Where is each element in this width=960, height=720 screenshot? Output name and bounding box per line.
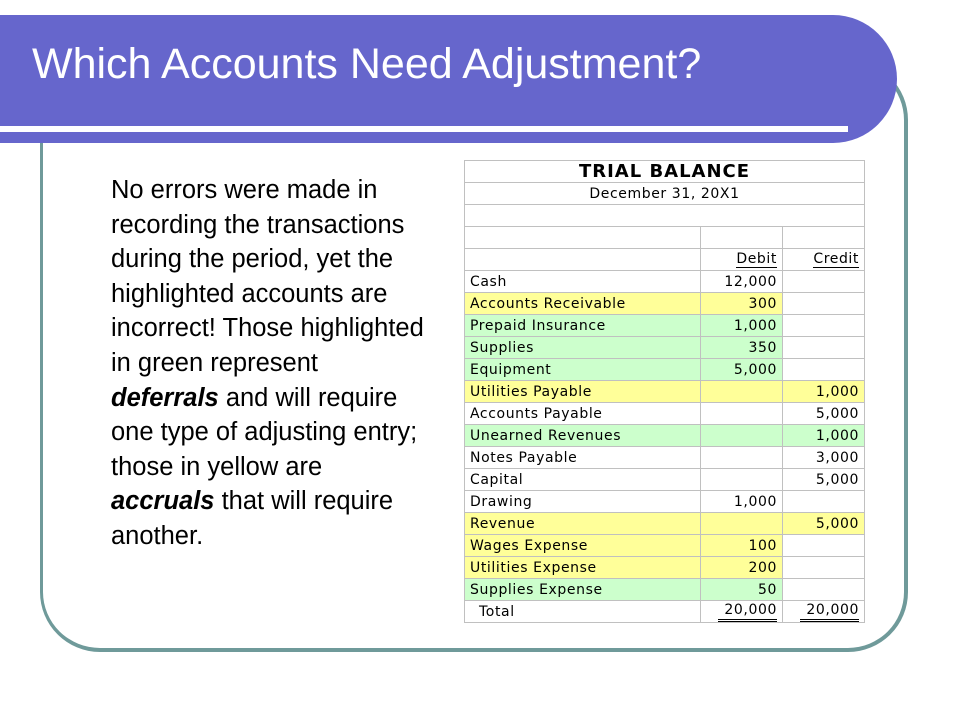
table-blank-row bbox=[465, 227, 865, 249]
credit-amount bbox=[783, 315, 865, 337]
credit-amount bbox=[783, 271, 865, 293]
account-row bbox=[465, 293, 865, 315]
credit-amount bbox=[783, 579, 865, 601]
account-row bbox=[465, 513, 865, 535]
debit-amount bbox=[701, 447, 783, 469]
debit-amount: 1,000 bbox=[701, 315, 783, 337]
account-row bbox=[465, 557, 865, 579]
account-row bbox=[465, 403, 865, 425]
total-label: Total bbox=[465, 601, 701, 623]
account-row bbox=[465, 381, 865, 403]
debit-amount: 350 bbox=[701, 337, 783, 359]
account-row bbox=[465, 447, 865, 469]
debit-amount: 50 bbox=[701, 579, 783, 601]
account-row bbox=[465, 425, 865, 447]
total-credit: 20,000 bbox=[783, 601, 865, 623]
credit-amount: 5,000 bbox=[783, 403, 865, 425]
account-name: Prepaid Insurance bbox=[465, 315, 701, 337]
body-text-part2: and will require one type of adjusting entry; those in yellow are bbox=[111, 383, 418, 481]
body-paragraph bbox=[111, 173, 431, 554]
account-name: Wages Expense bbox=[465, 535, 701, 557]
table-title-row bbox=[465, 161, 865, 183]
credit-amount bbox=[783, 535, 865, 557]
account-name: Accounts Payable bbox=[465, 403, 701, 425]
debit-amount: 5,000 bbox=[701, 359, 783, 381]
deferrals-term: deferrals bbox=[111, 383, 219, 412]
debit-amount bbox=[701, 403, 783, 425]
account-row bbox=[465, 359, 865, 381]
debit-amount: 200 bbox=[701, 557, 783, 579]
page-title: Which Accounts Need Adjustment? bbox=[32, 40, 702, 88]
debit-amount: 1,000 bbox=[701, 491, 783, 513]
body-text-part3: that will require another. bbox=[111, 487, 394, 550]
credit-amount bbox=[783, 359, 865, 381]
credit-amount bbox=[783, 293, 865, 315]
total-debit: 20,000 bbox=[701, 601, 783, 623]
credit-amount bbox=[783, 557, 865, 579]
body-text-part1: No errors were made in recording the transactions during the period, yet the highlighted accounts are incorrect! Those highlighted in green represent bbox=[111, 176, 424, 377]
account-row bbox=[465, 315, 865, 337]
account-row bbox=[465, 579, 865, 601]
debit-amount: 100 bbox=[701, 535, 783, 557]
account-name: Capital bbox=[465, 469, 701, 491]
account-row bbox=[465, 337, 865, 359]
credit-amount: 3,000 bbox=[783, 447, 865, 469]
table-blank-row bbox=[465, 205, 865, 227]
accruals-term: accruals bbox=[111, 487, 215, 516]
account-row bbox=[465, 491, 865, 513]
account-name: Cash bbox=[465, 271, 701, 293]
account-name: Equipment bbox=[465, 359, 701, 381]
debit-amount bbox=[701, 513, 783, 535]
debit-amount bbox=[701, 469, 783, 491]
credit-amount bbox=[783, 491, 865, 513]
table-header-row bbox=[465, 249, 865, 271]
account-name: Utilities Payable bbox=[465, 381, 701, 403]
table-date: December 31, 20X1 bbox=[465, 183, 865, 205]
total-row bbox=[465, 601, 865, 623]
account-name: Drawing bbox=[465, 491, 701, 513]
credit-amount: 1,000 bbox=[783, 425, 865, 447]
title-underline bbox=[0, 126, 848, 132]
credit-amount: 1,000 bbox=[783, 381, 865, 403]
credit-amount bbox=[783, 337, 865, 359]
credit-amount: 5,000 bbox=[783, 469, 865, 491]
table-title: TRIAL BALANCE bbox=[465, 161, 865, 183]
credit-header: Credit bbox=[783, 249, 865, 271]
trial-balance-table bbox=[464, 160, 865, 623]
debit-header: Debit bbox=[701, 249, 783, 271]
credit-amount: 5,000 bbox=[783, 513, 865, 535]
account-row bbox=[465, 469, 865, 491]
debit-amount bbox=[701, 425, 783, 447]
account-row bbox=[465, 535, 865, 557]
debit-amount: 300 bbox=[701, 293, 783, 315]
account-name: Supplies Expense bbox=[465, 579, 701, 601]
account-name: Utilities Expense bbox=[465, 557, 701, 579]
debit-amount: 12,000 bbox=[701, 271, 783, 293]
table-date-row bbox=[465, 183, 865, 205]
account-row bbox=[465, 271, 865, 293]
debit-amount bbox=[701, 381, 783, 403]
account-name: Unearned Revenues bbox=[465, 425, 701, 447]
account-name: Supplies bbox=[465, 337, 701, 359]
account-name: Notes Payable bbox=[465, 447, 701, 469]
account-name: Revenue bbox=[465, 513, 701, 535]
account-name: Accounts Receivable bbox=[465, 293, 701, 315]
